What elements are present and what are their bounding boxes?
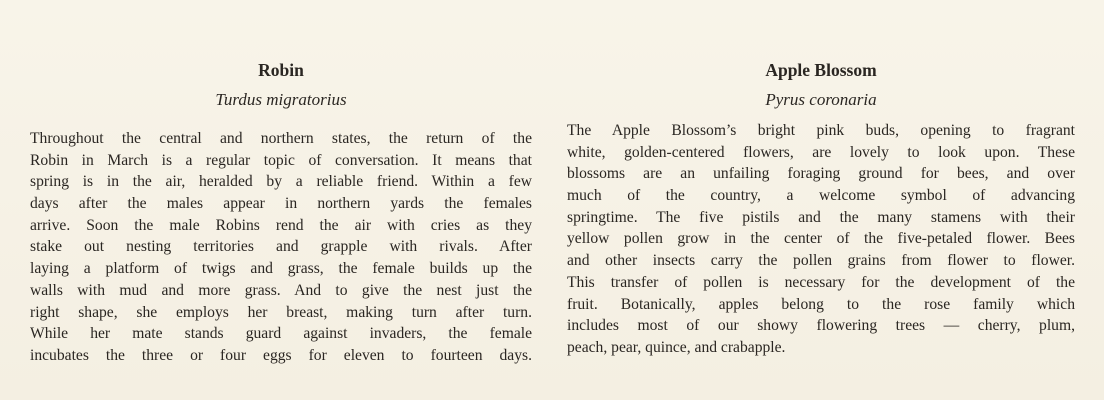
apple-blossom-text-line: blossoms are an unfailing foraging ground for bees, and over — [567, 165, 1075, 183]
apple-blossom-title: Apple Blossom — [765, 60, 877, 80]
robin-text-line: spring is in the air, heralded by a reliable friend. Within a few — [30, 173, 532, 191]
robin-text-line: right shape, she employs her breast, making turn after turn. — [30, 303, 532, 321]
robin-description — [30, 128, 532, 367]
robin-text-line: Robin in March is a regular topic of conversation. It means that — [30, 151, 532, 169]
robin-text-line: days after the males appear in northern yards the females — [30, 195, 532, 213]
apple-blossom-text-line: fruit. Botanically, apples belong to the rose family which — [567, 295, 1075, 313]
apple-blossom-text-line: white, golden-centered flowers, are lovely to look upon. These — [567, 143, 1075, 161]
robin-text-line: While her mate stands guard against invaders, the female — [30, 325, 532, 343]
robin-text-line: stake out nesting territories and grapple with rivals. After — [30, 238, 532, 256]
apple-blossom-text-line: much of the country, a welcome symbol of advancing — [567, 187, 1075, 205]
apple-blossom-text-line: includes most of our showy flowering trees — cherry, plum, — [567, 317, 1075, 335]
apple-blossom-text-line: springtime. The five pistils and the many stamens with their — [567, 208, 1075, 226]
robin-text-line: incubates the three or four eggs for eleven to fourteen days. — [30, 346, 532, 364]
apple-blossom-scientific-name: Pyrus coronaria — [765, 90, 877, 109]
apple-blossom-text-line: and other insects carry the pollen grains from flower to flower. — [567, 252, 1075, 270]
robin-scientific-name: Turdus migratorius — [215, 90, 347, 109]
apple-blossom-text-line: This transfer of pollen is necessary for the development of the — [567, 273, 1075, 291]
apple-blossom-text-line: yellow pollen grow in the center of the five-petaled flower. Bees — [567, 230, 1075, 248]
apple-blossom-text-line: peach, pear, quince, and crabapple. — [567, 338, 786, 356]
robin-text-line: arrive. Soon the male Robins rend the air with cries as they — [30, 216, 532, 234]
apple-blossom-text-line: The Apple Blossom’s bright pink buds, opening to fragrant — [567, 122, 1075, 139]
robin-text-line: laying a platform of twigs and grass, the female builds up the — [30, 260, 532, 278]
robin-section — [30, 58, 532, 367]
robin-title: Robin — [258, 60, 304, 80]
robin-text-line: walls with mud and more grass. And to give the nest just the — [30, 281, 532, 299]
apple-blossom-description — [567, 120, 1075, 359]
apple-blossom-section — [567, 58, 1075, 359]
robin-text-line: Throughout the central and northern states, the return of the — [30, 130, 532, 147]
